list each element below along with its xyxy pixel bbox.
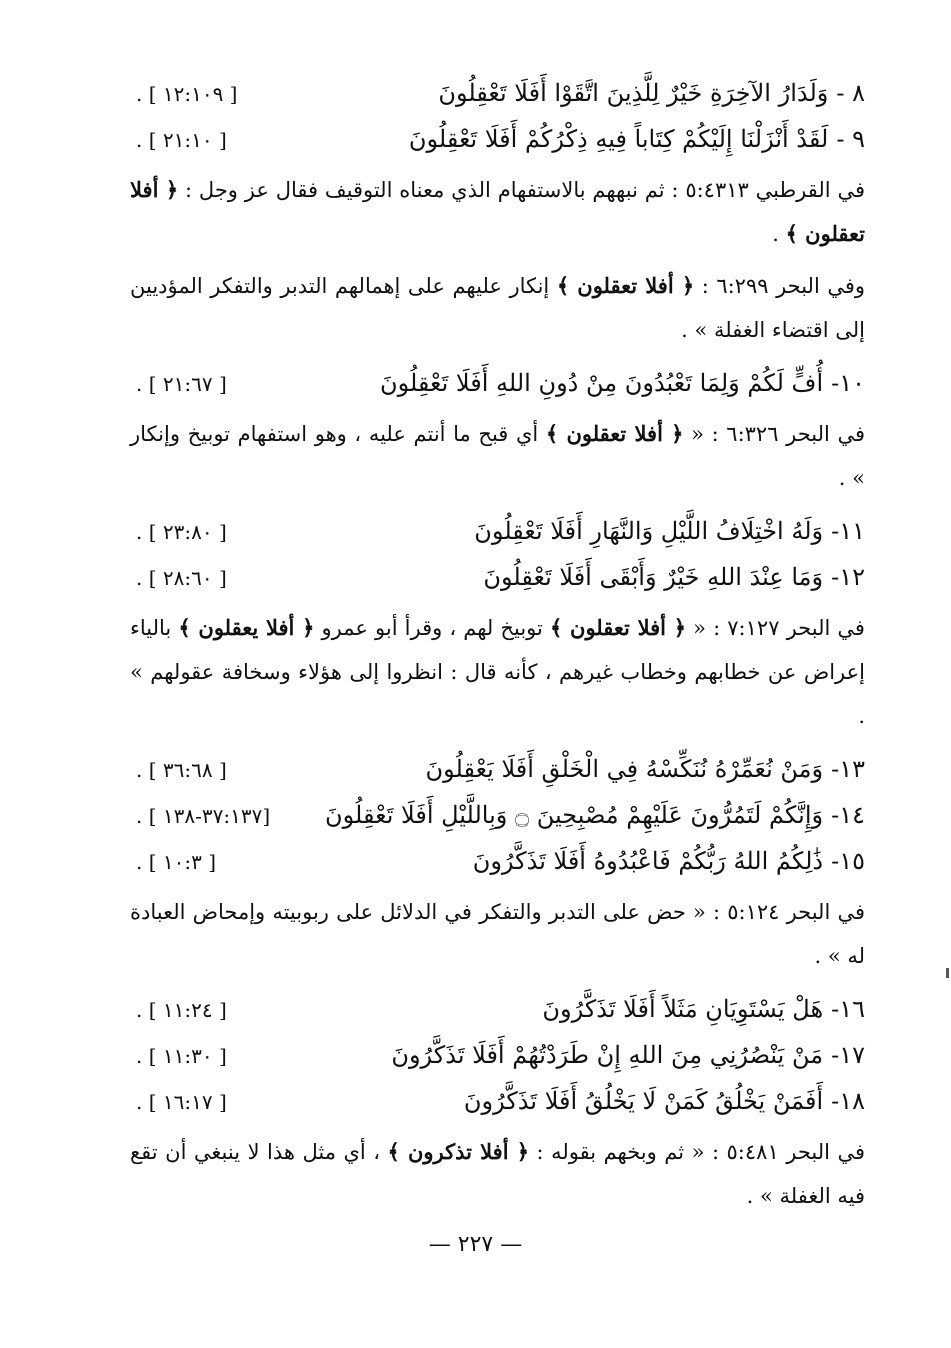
verse-reference: [ ٢١:٦٧ ] . bbox=[136, 372, 227, 396]
page-body bbox=[130, 70, 865, 1226]
quoted-phrase: ﴿ أفلا تذكرون ﴾ bbox=[387, 1139, 529, 1164]
page-number: — ٢٢٧ — bbox=[428, 1232, 523, 1257]
commentary-paragraph: في البحر ٦:٣٢٦ : « ﴿ أفلا تعقلون ﴾ أي قبح ما أنتم عليه ، وهو استفهام توبيخ وإنكار » . bbox=[130, 421, 866, 490]
verse-line bbox=[130, 792, 865, 838]
verse-number: ١٢- bbox=[831, 563, 865, 591]
verse-line bbox=[130, 508, 865, 554]
verse-line bbox=[130, 838, 865, 884]
verse-reference: [ ١١:٣٠ ] . bbox=[136, 1044, 227, 1068]
commentary-paragraph: وفي البحر ٦:٢٩٩ : ﴿ أفلا تعقلون ﴾ إنكار عليهم على إهمالهم التدبر والتفكر المؤديين إلى اقتضاء الغفلة » . bbox=[130, 273, 865, 342]
verse-text: لَقَدْ أَنْزَلْنَا إِلَيْكُمْ كِتَاباً فِيهِ ذِكْرُكُمْ أَفَلَا تَعْقِلُونَ bbox=[408, 125, 829, 153]
quoted-phrase: ﴿ أفلا يعقلون ﴾ bbox=[178, 615, 315, 640]
verse-line bbox=[130, 986, 865, 1032]
verse-reference: [ ١٢:١٠٩ ] . bbox=[136, 82, 238, 106]
verse-reference: [ ١٠:٣ ] . bbox=[136, 850, 217, 874]
verse-number: ١٣- bbox=[831, 755, 865, 783]
commentary-paragraph: في القرطبي ٥:٤٣١٣ : ثم نبههم بالاستفهام الذي معناه التوقيف فقال عز وجل : ﴿ أفلا تعقلون ﴾ . bbox=[130, 177, 865, 246]
quoted-phrase: ﴿ أفلا تعقلون ﴾ bbox=[556, 273, 695, 298]
verse-reference: [ ١٦:١٧ ] . bbox=[136, 1090, 227, 1114]
verse-text: وَإِنَّكُمْ لَتَمُرُّونَ عَلَيْهِمْ مُصْبِحِينَ ۝ وَبِاللَّيْلِ أَفَلَا تَعْقِلُونَ bbox=[325, 801, 824, 829]
verse-number: ١١- bbox=[831, 517, 865, 545]
verse-text: مَنْ يَنْصُرُنِي مِنَ اللهِ إِنْ طَرَدْتُهُمْ أَفَلَا تَذَكَّرُونَ bbox=[391, 1041, 824, 1069]
verse-reference: [ ١١:٢٤ ] . bbox=[136, 998, 227, 1022]
verse-reference: [ ٣٦:٦٨ ] . bbox=[136, 758, 227, 782]
verse-line bbox=[130, 360, 865, 406]
verse-text: هَلْ يَسْتَوِيَانِ مَثَلاً أَفَلَا تَذَكَّرُونَ bbox=[542, 995, 824, 1023]
verse-reference: [ ٢٨:٦٠ ] . bbox=[136, 566, 227, 590]
verse-text: ذَٰلِكُمُ اللهُ رَبُّكُمْ فَاعْبُدُوهُ أَفَلَا تَذَكَّرُونَ bbox=[472, 847, 824, 875]
verse-line bbox=[130, 70, 865, 116]
verse-number: ١٦- bbox=[831, 995, 865, 1023]
verse-number: ٩ - bbox=[836, 125, 865, 153]
verse-number: ١٤- bbox=[831, 801, 865, 829]
verse-number: ١٠- bbox=[831, 369, 865, 397]
quoted-phrase: ﴿ أفلا تعقلون ﴾ bbox=[549, 615, 687, 640]
commentary-paragraph: في البحر ٧:١٢٧ : « ﴿ أفلا تعقلون ﴾ توبيخ لهم ، وقرأ أبو عمرو ﴿ أفلا يعقلون ﴾ بالياء إعراض عن خطابهم وخطاب غيرهم ، كأنه قال : انظروا إلى هؤلاء وسخافة عقولهم » . bbox=[130, 615, 865, 728]
verse-text: وَلَهُ اخْتِلَافُ اللَّيْلِ وَالنَّهَارِ أَفَلَا تَعْقِلُونَ bbox=[474, 517, 824, 545]
quoted-phrase: ﴿ أفلا تعقلون ﴾ bbox=[545, 421, 684, 446]
verse-text: وَمَا عِنْدَ اللهِ خَيْرٌ وَأَبْقَى أَفَلَا تَعْقِلُونَ bbox=[483, 563, 824, 591]
verse-line bbox=[130, 746, 865, 792]
commentary-paragraph: في البحر ٥:١٢٤ : « حض على التدبر والتفكر في الدلائل على ربوبيته وإمحاض العبادة له » . bbox=[130, 900, 865, 968]
verse-reference: [٣٧:١٣٧-١٣٨ ] . bbox=[136, 804, 271, 828]
quoted-phrase: ﴿ أفلا تعقلون ﴾ bbox=[130, 177, 865, 246]
verse-text: وَلَدَارُ الآخِرَةِ خَيْرٌ لِلَّذِينَ اتَّقَوْا أَفَلَا تَعْقِلُونَ bbox=[438, 79, 829, 107]
verse-text: أُفٍّ لَكُمْ وَلِمَا تَعْبُدُونَ مِنْ دُونِ اللهِ أَفَلَا تَعْقِلُونَ bbox=[379, 369, 824, 397]
edge-mark bbox=[946, 968, 949, 978]
verse-line bbox=[130, 554, 865, 600]
commentary-paragraph: في البحر ٥:٤٨١ : « ثم وبخهم بقوله : ﴿ أفلا تذكرون ﴾ ، أي مثل هذا لا ينبغي أن تقع فيه الغفلة » . bbox=[130, 1139, 865, 1208]
verse-text: أَفَمَنْ يَخْلُقُ كَمَنْ لَا يَخْلُقُ أَفَلَا تَذَكَّرُونَ bbox=[463, 1087, 824, 1115]
verse-number: ١٥- bbox=[831, 847, 865, 875]
verse-number: ٨ - bbox=[836, 79, 865, 107]
verse-number: ١٨- bbox=[831, 1087, 865, 1115]
verse-line bbox=[130, 1078, 865, 1124]
verse-number: ١٧- bbox=[831, 1041, 865, 1069]
verse-text: وَمَنْ نُعَمِّرْهُ نُنَكِّسْهُ فِي الْخَلْقِ أَفَلَا يَعْقِلُونَ bbox=[425, 755, 824, 783]
verse-line bbox=[130, 1032, 865, 1078]
verse-reference: [ ٢١:١٠ ] . bbox=[136, 128, 227, 152]
verse-reference: [ ٢٣:٨٠ ] . bbox=[136, 520, 227, 544]
verse-line bbox=[130, 116, 865, 162]
